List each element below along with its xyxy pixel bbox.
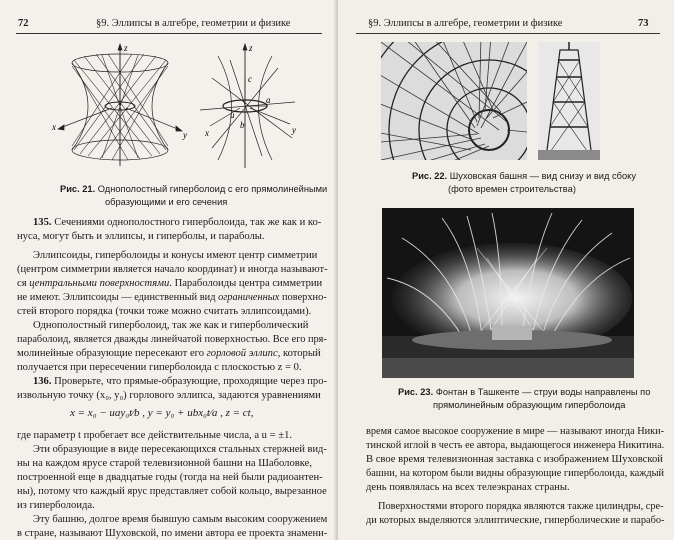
hyperboloid-sections	[200, 44, 295, 168]
axis-label-y-1: y	[183, 130, 187, 140]
text-line: ны на каждом ярусе старой телевизионной башни на Шаболовке,	[17, 458, 312, 469]
axis-label-a: a	[266, 95, 271, 105]
text-line: (центром симметрии является начало координат) и иногда называют-	[17, 264, 328, 275]
text-line: построенной еще в двадцатые годы (тогда на ней были радиоантен-	[17, 472, 323, 483]
axis-label-z-1: z	[124, 43, 128, 53]
figure-21-caption-line1: Рис. 21. Однополостный гиперболоид с его прямолинейными	[60, 184, 328, 194]
text-line: день появлялась на всех телеэкранах страны.	[366, 482, 570, 493]
shukhov-tower-side-view-photo	[538, 42, 600, 160]
axis-label-x-2: x	[205, 128, 209, 138]
text-line: параболоид, является дважды линейчатой поверхностью. Все его пря-	[17, 334, 327, 345]
text-line: ся центральными поверхностями. Параболоиды центра симметрии	[17, 278, 323, 289]
header-rule-left	[16, 33, 322, 34]
axis-label-b: b	[240, 120, 245, 130]
text-line: Эллипсоиды, гиперболоиды и конусы имеют центр симметрии	[33, 250, 318, 261]
text-line: ны), потому что каждый ярус представляет собой кольцо, вырезанное	[17, 486, 327, 497]
shukhov-tower-bottom-view-photo	[381, 42, 527, 160]
page-number-left: 72	[18, 18, 29, 29]
text-line: молинейные образующие пересекают его горловой эллипс, который	[17, 348, 321, 359]
parametric-formula: x = x₀ − uay₀t⁄b , y = y₀ + ubx₀t⁄a , z = ct,	[70, 407, 254, 419]
tashkent-fountain-photo	[382, 208, 634, 378]
figure-23-caption-line2: прямолинейным образующим гиперболоида	[433, 400, 626, 410]
text-line: башни, на котором были видны образующие гиперболоида, каждый	[366, 468, 665, 479]
text-line: Поверхностями второго порядка являются также цилиндры, сре-	[378, 501, 664, 512]
hyperboloid-figure	[40, 38, 330, 173]
text-line: время самое высокое сооружение в мире — называют иногда Ники-	[366, 426, 665, 437]
axis-label-y-2: y	[292, 125, 296, 135]
text-line: ди которых выделяются эллиптические, гиперболические и парабо-	[366, 515, 665, 526]
text-line: 135. Сечениями однополостного гиперболоида, так же как и ко-	[33, 217, 322, 228]
text-line: Однополостный гиперболоид, так же как и гиперболический	[33, 320, 309, 331]
figure-21-caption-line2: образующими и его сечения	[105, 197, 228, 207]
figure-23-caption-line1: Рис. 23. Фонтан в Ташкенте — струи воды направлены по	[398, 387, 651, 397]
hyperboloid-ruled-surface	[58, 44, 182, 166]
axis-label-z-2: z	[249, 43, 253, 53]
text-line: стей второго порядка (точки тоже можно считать эллипсоидами).	[17, 306, 312, 317]
text-line: нуса, могут быть и эллипсы, и гиперболы, и параболы.	[17, 231, 265, 242]
running-head-right: §9. Эллипсы в алгебре, геометрии и физике	[368, 18, 563, 29]
text-line: тинской иглой в честь ее автора, выдающегося инженера Никитина.	[366, 440, 665, 451]
running-head-left: §9. Эллипсы в алгебре, геометрии и физике	[96, 18, 291, 29]
text-line: не имеют. Эллипсоиды — единственный вид ограниченных поверхно-	[17, 292, 327, 303]
axis-label-u: u	[230, 110, 235, 120]
figure-22-caption-line1: Рис. 22. Шуховская башня — вид снизу и вид сбоку	[412, 171, 636, 181]
figure-22-caption-line2: (фото времен строительства)	[448, 184, 576, 194]
right-page	[338, 0, 674, 540]
text-line: 136. Проверьте, что прямые-образующие, проходящие через про-	[33, 376, 328, 387]
header-rule-right	[356, 33, 660, 34]
text-line: Эту башню, долгое время бывшую самым высоким сооружением	[33, 514, 328, 525]
text-line: где параметр t пробегает все действительные числа, а u = ±1.	[17, 430, 293, 441]
text-line: получается при пересечении гиперболоида с плоскостью z = 0.	[17, 362, 302, 373]
axis-label-c: c	[248, 74, 252, 84]
text-line: из гиперболоида.	[17, 500, 95, 511]
text-line: В свое время телевизионная заставка с изображением Шуховской	[366, 454, 663, 465]
text-line: извольную точку (x₀, y₀) горлового эллипса, задаются уравнениями	[17, 390, 321, 401]
text-line: в стране, называют Шуховской, по имени автора ее проекта знамени-	[17, 528, 328, 539]
text-line: Эти образующие в виде пересекающихся стальных стержней вид-	[33, 444, 327, 455]
page-number-right: 73	[638, 18, 649, 29]
axis-label-x-1: x	[52, 122, 56, 132]
